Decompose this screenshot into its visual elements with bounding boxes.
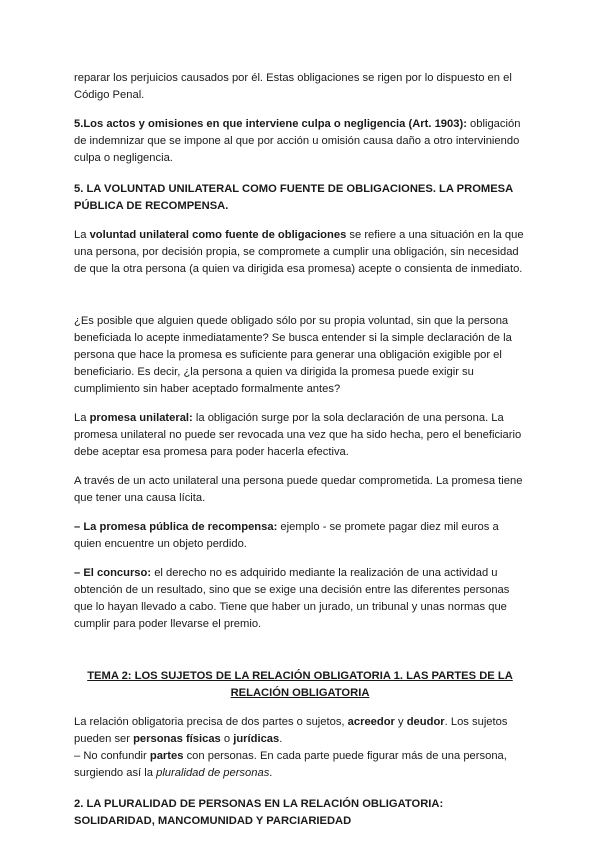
paragraph-text: La [74, 229, 90, 241]
paragraph-text: con personas. En cada parte puede figurar más de una persona, surgiendo así la [74, 750, 507, 779]
section-heading-2: 2. LA PLURALIDAD DE PERSONAS EN LA RELACIÓN OBLIGATORIA: SOLIDARIDAD, MANCOMUNIDAD Y PARCIARIEDAD [74, 798, 444, 827]
paragraph-no-confundir [74, 748, 526, 782]
paragraph-promesa-publica [74, 519, 526, 553]
paragraph-text: se refiere a una situación en la que una persona, por decisión propia, se compromete a cumplir una obligación, sin necesidad de que la otra persona (a quien va dirigida esa promesa) acepte o consienta de inmediato. [74, 229, 524, 275]
paragraph-voluntad-unilateral [74, 227, 526, 278]
section-heading-5: 5. LA VOLUNTAD UNILATERAL COMO FUENTE DE OBLIGACIONES. LA PROMESA PÚBLICA DE RECOMPENSA. [74, 183, 513, 212]
paragraph-acto-unilateral: A través de un acto unilateral una persona puede quedar comprometida. La promesa tiene que tener una causa lícita. [74, 475, 523, 504]
bold-term: partes [149, 750, 184, 762]
paragraph-text: – No confundir [74, 750, 150, 762]
paragraph-codigo-penal: reparar los perjuicios causados por él. Estas obligaciones se rigen por lo dispuesto en el Código Penal. [74, 72, 512, 101]
italic-term: pluralidad de personas [156, 767, 270, 779]
bold-term: – La promesa pública de recompensa: [74, 521, 278, 533]
tema-2-heading: TEMA 2: LOS SUJETOS DE LA RELACIÓN OBLIGATORIA 1. LAS PARTES DE LA RELACIÓN OBLIGATORIA [87, 670, 513, 699]
paragraph-text: ejemplo - se promete pagar diez mil euros a quien encuentre un objeto perdido. [74, 521, 499, 550]
paragraph-text: . [269, 767, 273, 779]
paragraph-concurso [74, 565, 526, 633]
paragraph-pregunta: ¿Es posible que alguien quede obligado sólo por su propia voluntad, sin que la persona beneficiada lo acepte inmediatamente? Se busca entender si la simple declaración de la persona que hace la promesa es suficiente para generar una obligación exigible por el beneficiario. Es decir, ¿la persona a quien va dirigida la promesa puede exigir su cumplimiento sin haber aceptado formalmente antes? [74, 315, 512, 395]
paragraph-promesa-unilateral [74, 410, 526, 461]
paragraph-text: obligación de indemnizar que se impone al que por acción u omisión causa daño a otro interviniendo culpa o negligencia. [74, 118, 521, 164]
paragraph-text: La [74, 412, 90, 424]
paragraph-text: o [220, 733, 234, 745]
paragraph-text: la obligación surge por la sola declaración de una persona. La promesa unilateral no puede ser revocada una vez que ha sido hecha, pero el beneficiario debe aceptar esa promesa para poder hacerla efectiva. [74, 412, 522, 458]
paragraph-text: La relación obligatoria precisa de dos partes o sujetos, [74, 716, 348, 728]
bold-term: promesa unilateral: [89, 412, 193, 424]
bold-term: 5.Los actos y omisiones en que interviene culpa o negligencia (Art. 1903): [74, 118, 467, 130]
bold-term: deudor [406, 716, 445, 728]
paragraph-text: y [394, 716, 407, 728]
bold-term: jurídicas [233, 733, 280, 745]
bold-term: acreedor [347, 716, 395, 728]
bold-term: voluntad unilateral como fuente de obligaciones [89, 229, 347, 241]
paragraph-text: . [279, 733, 283, 745]
paragraph-relacion-obligatoria [74, 714, 526, 748]
paragraph-text: . Los sujetos pueden ser [74, 716, 508, 745]
bold-term: – El concurso: [74, 567, 152, 579]
paragraph-text: el derecho no es adquirido mediante la realización de una actividad u obtención de un resultado, sino que se exige una decisión entre las diferentes personas que lo hayan llevado a cabo. Tiene que haber un jurado, un tribunal y unas normas que cumplir para poder llevarse el premio. [74, 567, 510, 630]
paragraph-culpa-negligencia [74, 116, 526, 167]
bold-term: personas físicas [133, 733, 221, 745]
